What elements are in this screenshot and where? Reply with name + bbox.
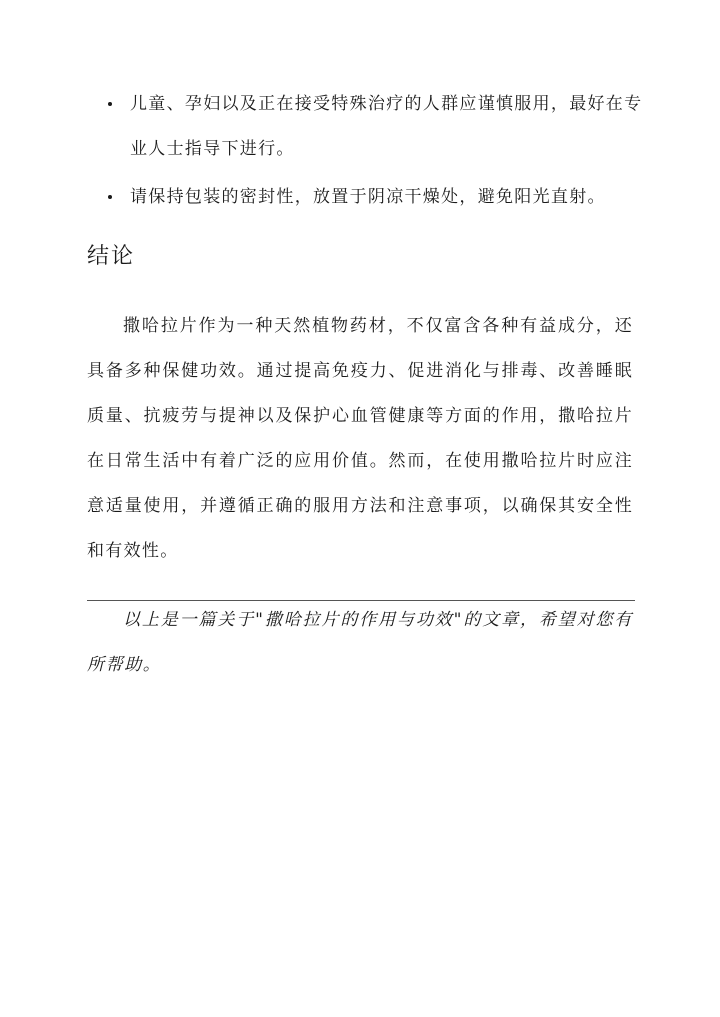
list-item-text: 儿童、孕妇以及正在接受特殊治疗的人群应谨慎服用，最好在专业人士指导下进行。 <box>130 94 643 159</box>
bullet-icon <box>108 195 112 199</box>
precautions-list <box>105 82 645 220</box>
list-item-text: 请保持包装的密封性，放置于阴凉干燥处，避免阳光直射。 <box>130 187 606 207</box>
conclusion-paragraph: 撒哈拉片作为一种天然植物药材，不仅富含各种有益成分，还具备多种保健功效。通过提高免疫力、促进消化与排毒、改善睡眠质量、抗疲劳与提神以及保护心血管健康等方面的作用，撒哈拉片在日常生活中有着广泛的应用价值。然而，在使用撒哈拉片时应注意适量使用，并遵循正确的服用方法和注意事项，以确保其安全性和有效性。 <box>87 316 633 561</box>
section-heading-conclusion: 结论 <box>87 244 136 269</box>
closing-note: 以上是一篇关于"撒哈拉片的作用与功效"的文章，希望对您有所帮助。 <box>87 610 633 675</box>
bullet-icon <box>108 102 112 106</box>
list-item <box>105 175 645 220</box>
list-item <box>105 82 645 172</box>
